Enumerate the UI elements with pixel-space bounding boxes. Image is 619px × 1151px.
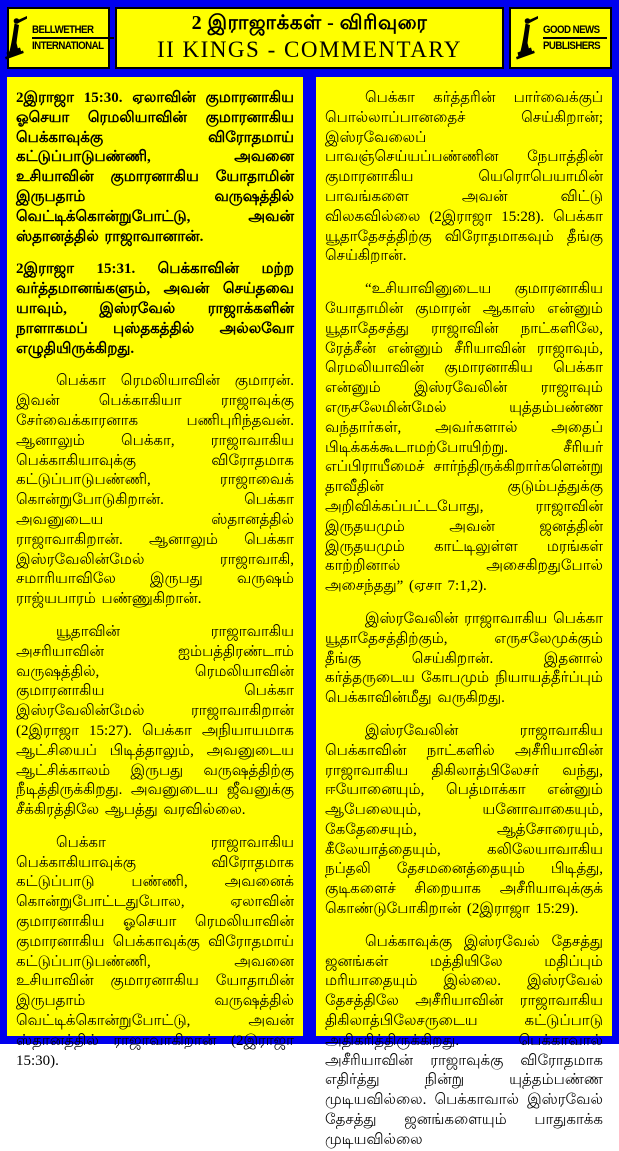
commentary-paragraph: இஸ்ரவேலின் ராஜாவாகிய பெக்கா யூதாதேசத்திற்கும், எருசலேமுக்கும் தீங்கு செய்கிறான். இதனால் கர்த்தருடைய கோபமும் நியாயத்தீர்ப்பும் பெக்காவின்மீது வருகிறது. — [325, 610, 603, 707]
logo-divider — [543, 37, 608, 39]
logo-line-2: PUBLISHERS — [542, 40, 600, 52]
commentary-paragraph: பெக்கா கர்த்தரின் பார்வைக்குப் பொல்லாப்பானதைச் செய்கிறான்; இஸ்ரவேலைப் பாவஞ்செய்யப்பண்ணின நேபாத்தின் குமாரனாகிய யெரொபெயாமின் பாவங்களை அவன் விட்டு விலகவில்லை (2இராஜா 15:28). பெக்கா யூதாதேசத்திற்கு விரோதமாகவும் தீங்கு செய்கிறான். — [325, 90, 603, 265]
verse-paragraph: 2இராஜா 15:30. ஏலாவின் குமாரனாகிய ஓசெயா ரெமலியாவின் குமாரனாகிய பெக்காவுக்கு விரோதமாய் கட்டுப்பாடுபண்ணி, அவனை உசியாவின் குமாரனாகிய யோதாமின் இருபதாம் வருஷத்தில் வெட்டிக்கொன்றுபோட்டு, அவன் ஸ்தானத்தில் ராஜாவானான். — [16, 90, 294, 245]
herald-statue-icon — [514, 16, 540, 60]
bellwether-logo-text — [32, 24, 113, 52]
title-panel — [115, 7, 504, 69]
verse-paragraph: 2இராஜா 15:31. பெக்காவின் மற்ற வர்த்தமானங்களும், அவன் செய்தவை யாவும், இஸ்ரவேல் ராஜாக்களின் நாளாகமப் புஸ்தகத்தில் அல்லவோ எழுதியிருக்கிறது. — [16, 261, 294, 357]
commentary-paragraph: யூதாவின் ராஜாவாகிய அசரியாவின் ஐம்பத்திரண்டாம் வருஷத்தில், ரெமலியாவின் குமாரனாகிய பெக்கா இஸ்ரவேலின்மேல் ராஜாவாகிறான் (2இராஜா 15:27). பெக்கா அநியாயமாக ஆட்சியைப் பிடித்தாலும், அவனுடைய ஆட்சிக்காலம் இருபது வருஷத்திற்கு நீடித்திருக்கிறது. அவனுடைய ஜீவனுக்கு சீக்கிரத்திலே ஆபத்து வரவில்லை. — [16, 623, 294, 819]
logo-line-1: BELLWETHER — [32, 24, 94, 36]
logo-divider — [32, 37, 113, 39]
commentary-paragraph: இஸ்ரவேலின் ராஜாவாகிய பெக்காவின் நாட்களில் அசீரியாவின் ராஜாவாகிய திகிலாத்பிலேசர் வந்து, ஈயோனையும், பெத்மாக்கா என்னும் ஆபேலையும், யனோவாகையும், கேதேசையும், ஆத்சோரையும், கீலேயாத்தையும், கலிலேயாவாகிய நப்தலி தேசமனைத்தையும் பிடித்து, குடிகளைச் சிறையாக அசீரியாவுக்குக் கொண்டுபோகிறான் (2இராஜா 15:29). — [325, 722, 603, 918]
left-text-column — [7, 77, 303, 1069]
bellwether-logo — [7, 7, 110, 69]
commentary-body — [7, 77, 612, 1148]
page-title-english: II KINGS - COMMENTARY — [156, 37, 463, 63]
commentary-paragraph: பெக்கா ராஜாவாகிய பெக்காகியாவுக்கு விரோதமாக கட்டுப்பாடு பண்ணி, அவனைக் கொன்றுபோட்டதுபோல, ஏலாவின் குமாரனாகிய ஓசெயா ரெமலியாவின் குமாரனாகிய பெக்காவுக்கு விரோதமாய் கட்டுப்பாடுபண்ணி, அவனை உசியாவின் குமாரனாகிய யோதாமின் இருபதாம் வருஷத்தில் வெட்டிக்கொன்றுபோட்டு, அவன் ஸ்தானத்தில் ராஜாவாகிறான் (2இராஜா 15:30). — [16, 834, 294, 1069]
page-title-tamil: 2 இராஜாக்கள் - விரிவுரை — [191, 12, 428, 35]
commentary-paragraph: பெக்கா ரெமலியாவின் குமாரன். இவன் பெக்காகியா ராஜாவுக்கு சேர்வைக்காரனாக பணிபுரிந்தவன். ஆனாலும் பெக்கா, ராஜாவாகிய பெக்காகியாவுக்கு விரோதமாக கட்டுப்பாடுபண்ணி, ராஜாவைக் கொன்றுபோடுகிறான். பெக்கா அவனுடைய ஸ்தானத்தில் ராஜாவாகிறான். ஆனாலும் பெக்கா இஸ்ரவேலின்மேல் ராஜாவாகி, சமாரியாவிலே இருபது வருஷம் ராஜ்யபாரம் பண்ணுகிறான். — [16, 373, 294, 608]
good-news-logo-text — [543, 24, 608, 52]
herald-statue-icon — [3, 16, 29, 60]
commentary-paragraph: பெக்காவுக்கு இஸ்ரவேல் தேசத்து ஜனங்கள் மத்தியிலே மதிப்பும் மரியாதையும் இல்லை. இஸ்ரவேல் தேசத்திலே அசீரியாவின் ராஜாவாகிய திகிலாத்பிலேசருடைய கட்டுப்பாடு அதிகரித்திருக்கிறது. பெக்காவால் அசீரியாவின் ராஜாவுக்கு விரோதமாக எதிர்த்து நின்று யுத்தம்பண்ண முடியவில்லை. பெக்காவால் இஸ்ரவேல் தேசத்து ஜனங்களையும் பாதுகாக்க முடியவில்லை — [325, 933, 603, 1148]
logo-line-1: GOOD NEWS — [542, 24, 600, 36]
good-news-publishers-logo — [509, 7, 612, 69]
logo-line-2: INTERNATIONAL — [32, 40, 104, 52]
right-text-column — [316, 77, 612, 1148]
commentary-paragraph: “உசியாவினுடைய குமாரனாகிய யோதாமின் குமாரன் ஆகாஸ் என்னும் யூதாதேசத்து ராஜாவின் நாட்களிலே, ரேத்சீன் என்னும் சீரியாவின் ராஜாவும், ரெமலியாவின் குமாரனாகிய பெக்கா என்னும் இஸ்ரவேலின் ராஜாவும் எருசலேமின்மேல் யுத்தம்பண்ண வந்தார்கள், அவர்களால் அதைப் பிடிக்கக்கூடாமற்போயிற்று. சீரியர் எப்பிராயீமைச் சார்ந்திருக்கிறார்களென்று தாவீதின் குடும்பத்துக்கு அறிவிக்கப்பட்டபோது, ராஜாவின் இருதயமும் அவன் ஜனத்தின் இருதயமும் காட்டிலுள்ள மரங்கள் காற்றினால் அசைகிறதுபோல் அசைந்தது” (ஏசா 7:1,2). — [325, 281, 603, 595]
page-header — [7, 7, 612, 69]
